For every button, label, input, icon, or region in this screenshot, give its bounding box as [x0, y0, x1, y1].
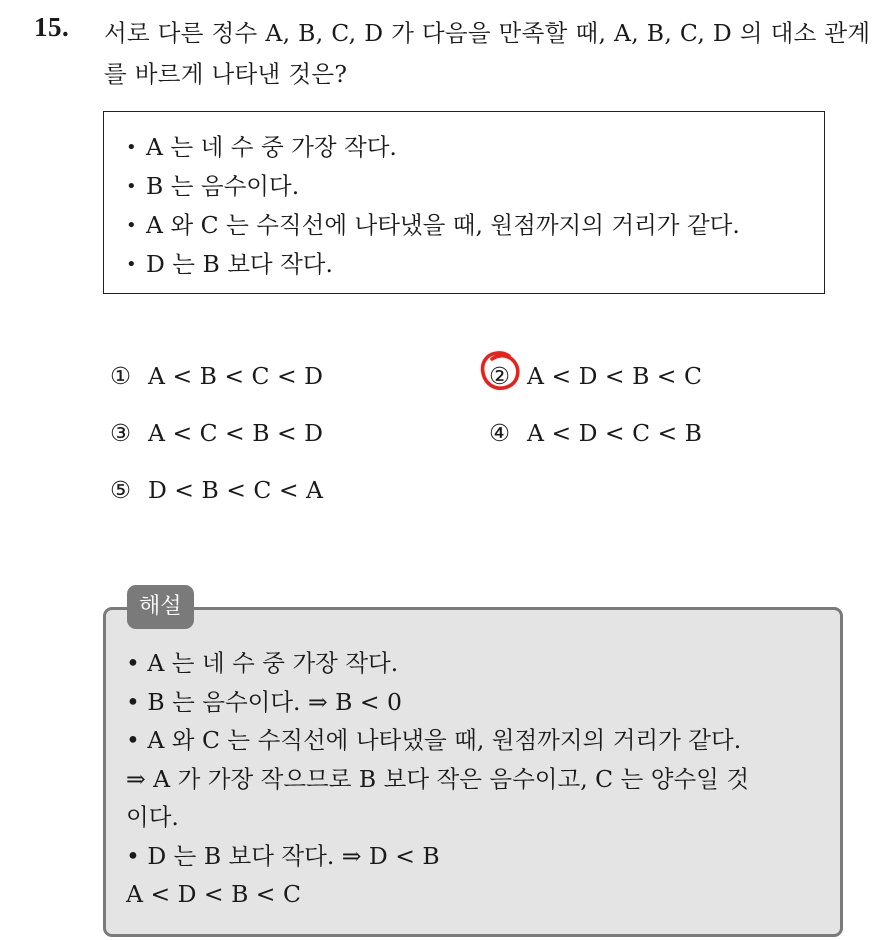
choice-text: D < B < C < A: [148, 476, 323, 504]
choice-number: ①: [110, 362, 132, 390]
choice-text: A < D < C < B: [527, 419, 702, 447]
question-text: 서로 다른 정수 A, B, C, D 가 다음을 만족할 때, A, B, C, D 의 대소 관계를 바르게 나타낸 것은?: [104, 19, 871, 88]
choice-1[interactable]: [110, 361, 323, 391]
bullet-icon: •: [126, 215, 137, 236]
condition-item: [126, 245, 740, 284]
explanation-line: A < D < B < C: [126, 880, 301, 908]
explanation-line: • B 는 음수이다. ⇒ B < 0: [126, 687, 402, 716]
bullet-icon: •: [126, 254, 137, 275]
choice-5[interactable]: [110, 475, 323, 505]
choice-text: A < C < B < D: [148, 419, 323, 447]
conditions-list: [126, 128, 740, 284]
choice-text: A < D < B < C: [527, 362, 702, 390]
explanation-line: • A 와 C 는 수직선에 나타냈을 때, 원점까지의 거리가 같다.: [126, 726, 742, 754]
condition-text: D 는 B 보다 작다.: [146, 250, 333, 278]
condition-item: [126, 167, 740, 206]
explanation-tag: 해설: [127, 585, 194, 629]
explanation-line: • A 는 네 수 중 가장 작다.: [126, 649, 399, 677]
explanation-line: ⇒ A 가 가장 작으므로 B 보다 작은 음수이고, C 는 양수일 것: [126, 764, 750, 793]
conditions-box: [103, 111, 825, 294]
answer-circle-mark-icon: [478, 349, 522, 393]
explanation-line: 이다.: [126, 803, 179, 831]
condition-text: A 와 C 는 수직선에 나타냈을 때, 원점까지의 거리가 같다.: [146, 211, 740, 239]
choice-4[interactable]: [489, 418, 702, 448]
choice-text: A < B < C < D: [148, 362, 323, 390]
choice-3[interactable]: [110, 418, 323, 448]
explanation-text: [126, 644, 838, 914]
condition-item: [126, 128, 740, 167]
answer-circle-stroke: [483, 353, 518, 388]
condition-text: A 는 네 수 중 가장 작다.: [146, 133, 397, 161]
explanation-line: • D 는 B 보다 작다. ⇒ D < B: [126, 841, 440, 870]
bullet-icon: •: [126, 176, 137, 197]
choice-number: ③: [110, 419, 132, 447]
condition-item: [126, 206, 740, 245]
question-number: 15.: [34, 12, 70, 42]
condition-text: B 는 음수이다.: [146, 172, 300, 200]
choice-number: ②: [489, 362, 511, 390]
choice-number: ⑤: [110, 476, 132, 504]
bullet-icon: •: [126, 137, 137, 158]
choice-number: ④: [489, 419, 511, 447]
